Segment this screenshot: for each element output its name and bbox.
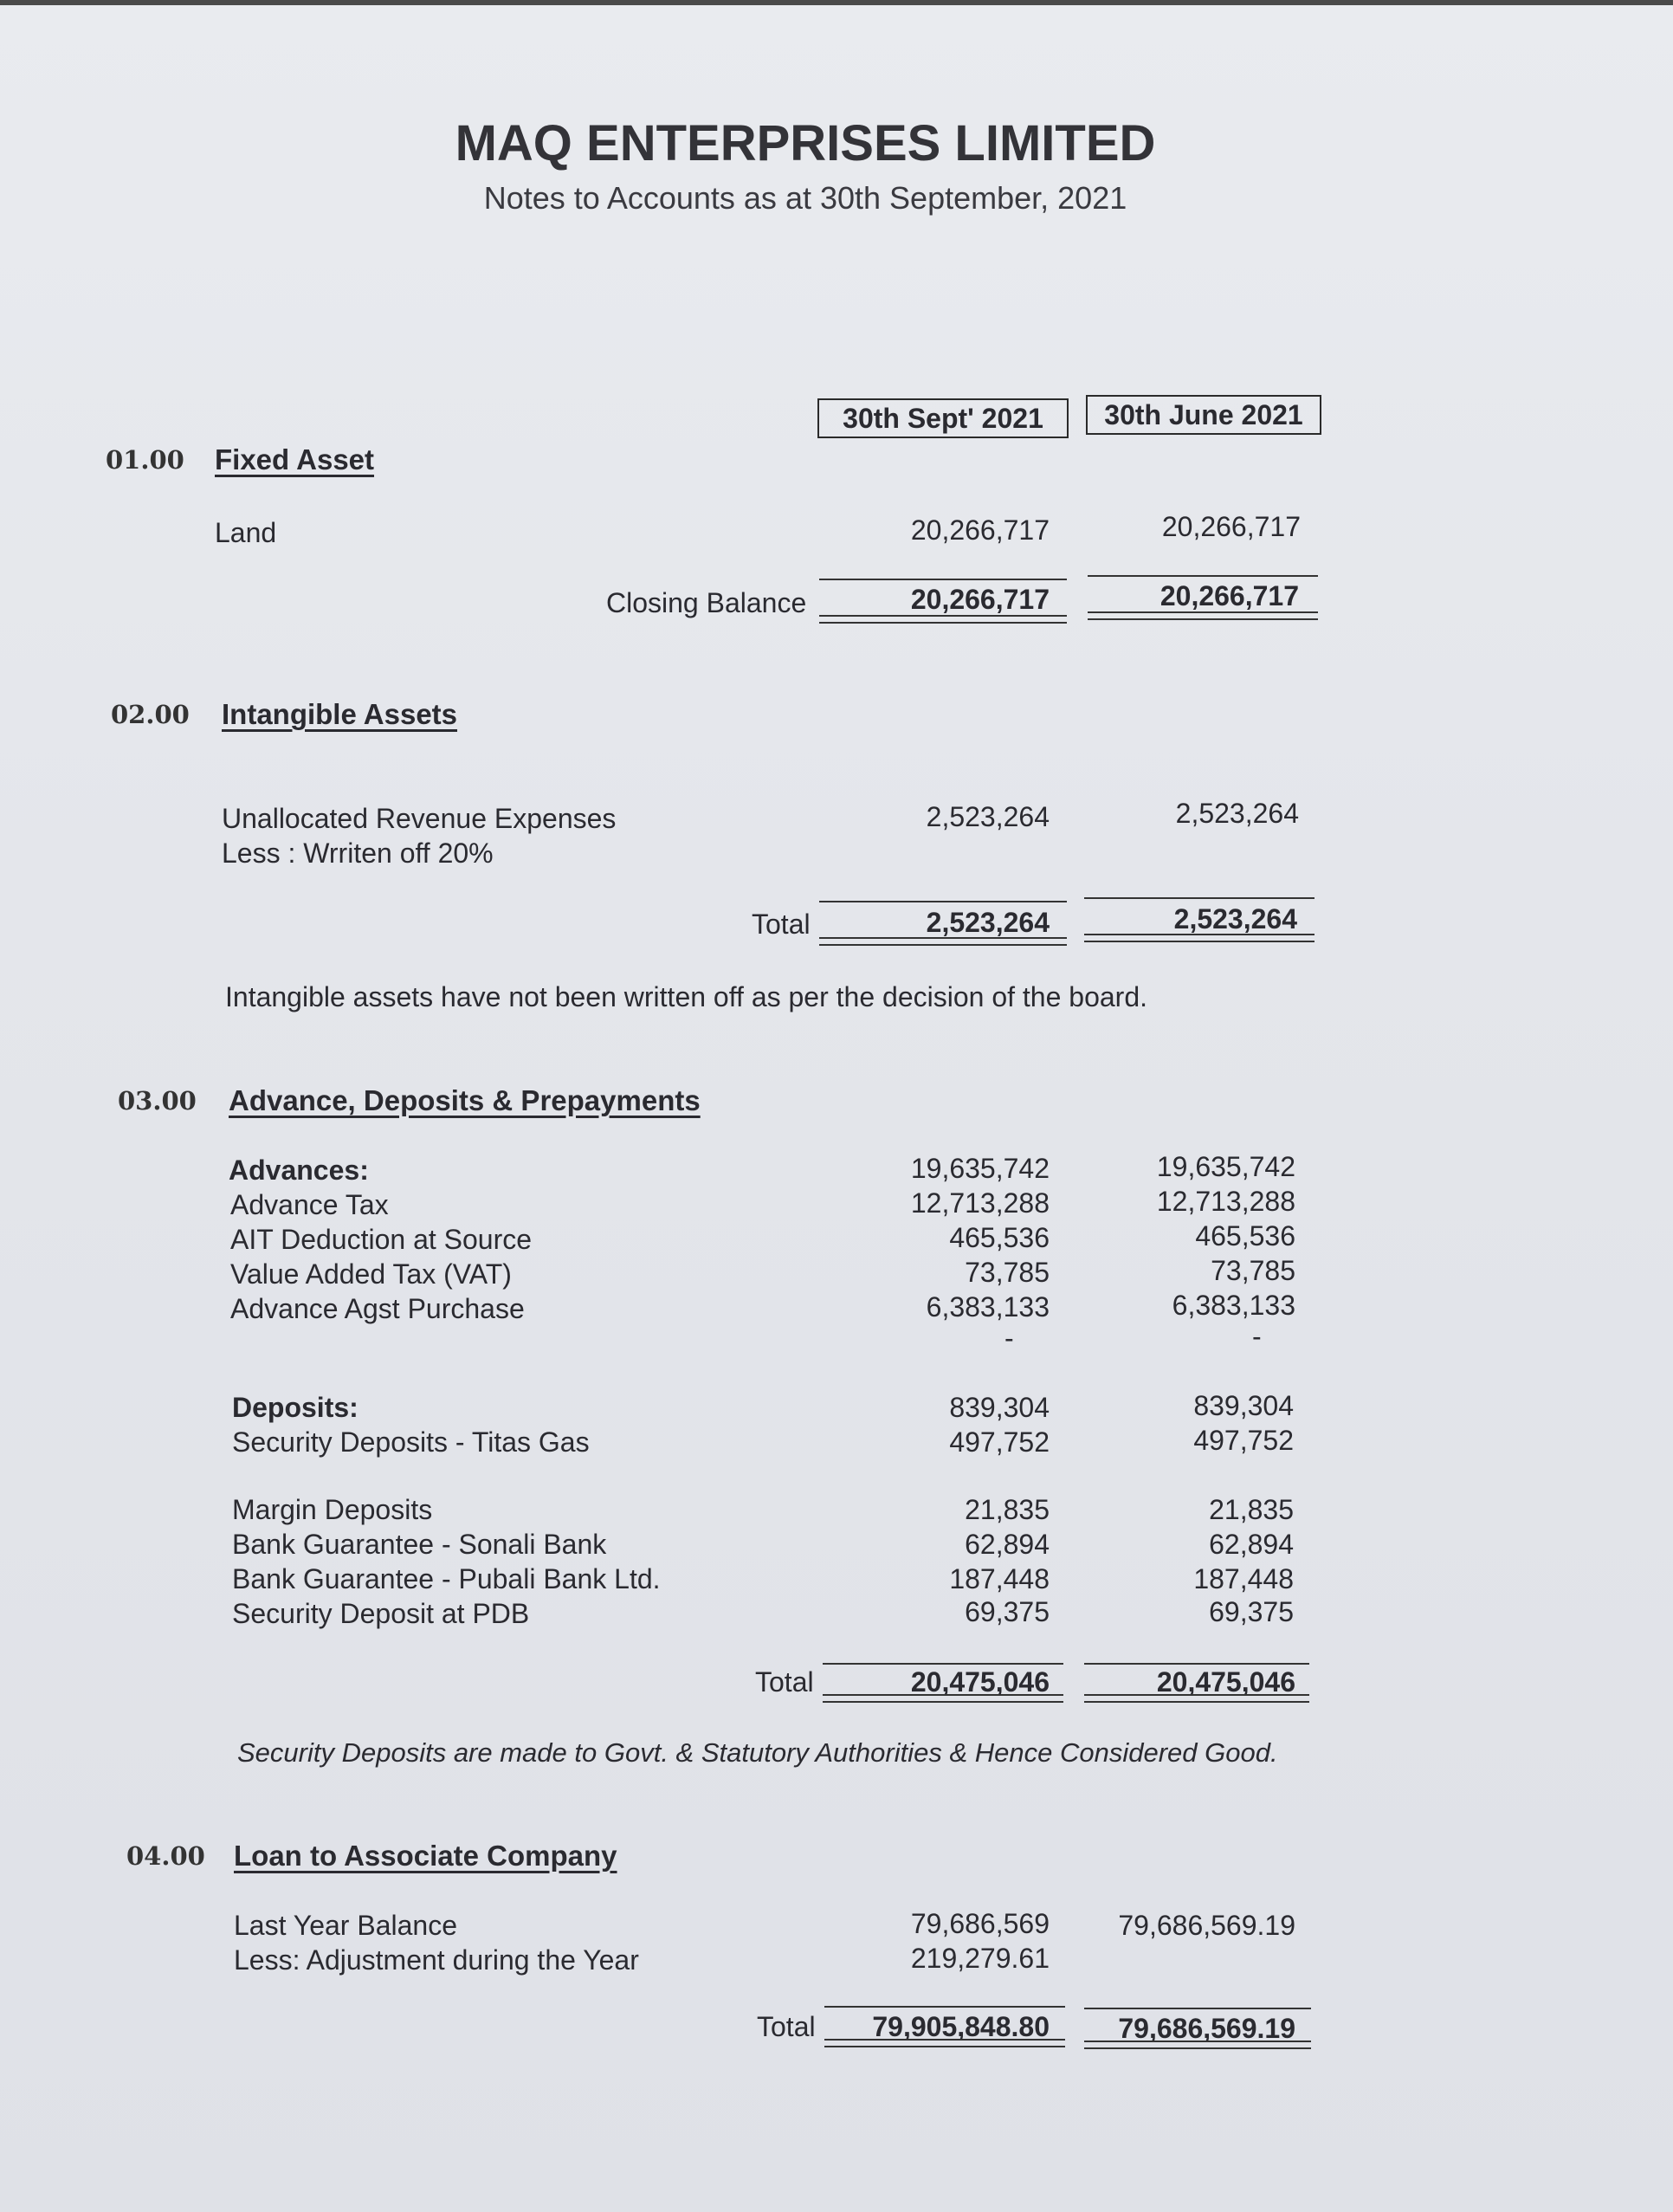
row-value-june: 73,785	[1211, 1255, 1295, 1286]
row-label: Advance Tax	[230, 1189, 389, 1220]
row-value-june: 465,536	[1195, 1220, 1295, 1252]
row-label: Deposits:	[232, 1392, 358, 1423]
row-value-june: 2,523,264	[1175, 798, 1299, 829]
total-label: Closing Balance	[606, 587, 807, 618]
total-value-sept: 20,266,717	[910, 584, 1050, 615]
total-value-sept: 2,523,264	[926, 907, 1050, 938]
row-value-sept: 79,686,569	[910, 1908, 1050, 1939]
row-value-june: 20,266,717	[1161, 511, 1301, 542]
row-value-sept: 465,536	[949, 1222, 1050, 1253]
double-rule	[1084, 1694, 1309, 1703]
row-value-june: 69,375	[1209, 1596, 1294, 1627]
row-label: Advance Agst Purchase	[230, 1293, 525, 1324]
row-value-sept: 20,266,717	[910, 514, 1050, 546]
row-label: Land	[215, 517, 277, 548]
double-rule	[1084, 934, 1314, 942]
document-subtitle: Notes to Accounts as at 30th September, 2021	[483, 180, 1127, 216]
row-value-june-dash: -	[1252, 1321, 1262, 1352]
row-label: Security Deposits - Titas Gas	[232, 1426, 590, 1458]
row-value-sept: 19,635,742	[910, 1153, 1050, 1184]
row-value-june: 187,448	[1193, 1563, 1294, 1594]
section-number: 02.00	[111, 700, 190, 729]
section-title-advances: Advance, Deposits & Prepayments	[229, 1084, 701, 1116]
row-label: Bank Guarantee - Pubali Bank Ltd.	[232, 1563, 661, 1594]
row-value-sept: 2,523,264	[926, 801, 1050, 832]
row-label: Less : Wrriten off 20%	[222, 838, 494, 869]
row-label: Security Deposit at PDB	[232, 1598, 530, 1629]
row-value-sept: 839,304	[949, 1392, 1050, 1423]
rule	[819, 901, 1067, 902]
section-title-fixed-asset: Fixed Asset	[215, 443, 375, 475]
row-value-june: 497,752	[1193, 1425, 1294, 1456]
double-rule	[819, 615, 1067, 624]
total-value-june: 20,475,046	[1156, 1666, 1295, 1698]
row-value-june: 21,835	[1209, 1494, 1294, 1525]
row-value-sept: 12,713,288	[910, 1187, 1050, 1219]
section-note: Security Deposits are made to Govt. & Statutory Authorities & Hence Considered Good.	[237, 1737, 1278, 1768]
total-value-sept: 79,905,848.80	[872, 2011, 1050, 2042]
row-value-sept: 497,752	[949, 1426, 1050, 1458]
rule	[824, 2006, 1065, 2008]
total-value-june: 2,523,264	[1173, 903, 1297, 935]
company-title: MAQ ENTERPRISES LIMITED	[455, 115, 1156, 171]
rule	[1084, 2008, 1311, 2009]
section-number: 01.00	[106, 445, 184, 475]
rule	[823, 1663, 1063, 1665]
rule	[1084, 1663, 1309, 1665]
row-value-june: 62,894	[1209, 1529, 1294, 1560]
double-rule	[824, 2039, 1065, 2047]
double-rule	[1084, 2041, 1311, 2049]
total-label: Total	[752, 909, 811, 940]
row-value-june: 12,713,288	[1156, 1186, 1295, 1217]
row-value-june: 79,686,569.19	[1118, 1910, 1295, 1941]
row-label: Last Year Balance	[234, 1910, 457, 1941]
double-rule	[819, 937, 1067, 946]
row-value-sept: 21,835	[965, 1494, 1050, 1525]
section-title-loan: Loan to Associate Company	[234, 1840, 617, 1872]
column-header-june-2021: 30th June 2021	[1086, 395, 1321, 435]
row-value-sept-dash: -	[1004, 1323, 1014, 1354]
total-value-sept: 20,475,046	[910, 1666, 1050, 1698]
total-label: Total	[757, 2011, 816, 2042]
row-label: AIT Deduction at Source	[230, 1224, 533, 1255]
total-value-june: 20,266,717	[1159, 580, 1299, 611]
total-label: Total	[755, 1666, 814, 1698]
row-label: Advances:	[229, 1155, 369, 1186]
section-note: Intangible assets have not been written off as per the decision of the board.	[225, 981, 1147, 1012]
row-value-sept: 219,279.61	[910, 1943, 1050, 1974]
row-value-sept: 187,448	[949, 1563, 1050, 1594]
row-value-june: 839,304	[1193, 1390, 1294, 1421]
row-label: Unallocated Revenue Expenses	[222, 803, 617, 834]
row-label: Margin Deposits	[232, 1494, 433, 1525]
row-label: Bank Guarantee - Sonali Bank	[232, 1529, 607, 1560]
row-value-sept: 6,383,133	[926, 1291, 1050, 1323]
row-value-sept: 62,894	[965, 1529, 1050, 1560]
column-header-sept-2021: 30th Sept' 2021	[817, 398, 1069, 438]
row-label: Less: Adjustment during the Year	[234, 1944, 639, 1976]
section-number: 03.00	[118, 1086, 197, 1116]
total-value-june: 79,686,569.19	[1118, 2013, 1295, 2044]
row-label: Value Added Tax (VAT)	[230, 1258, 512, 1290]
section-number: 04.00	[126, 1841, 205, 1871]
rule	[1084, 897, 1314, 899]
double-rule	[823, 1694, 1063, 1703]
row-value-sept: 69,375	[965, 1596, 1050, 1627]
double-rule	[1088, 611, 1318, 620]
row-value-sept: 73,785	[965, 1257, 1050, 1288]
rule	[1088, 575, 1318, 577]
row-value-june: 19,635,742	[1156, 1151, 1295, 1182]
page-edge	[0, 0, 1673, 5]
section-title-intangible-assets: Intangible Assets	[222, 698, 458, 730]
row-value-june: 6,383,133	[1172, 1290, 1295, 1321]
